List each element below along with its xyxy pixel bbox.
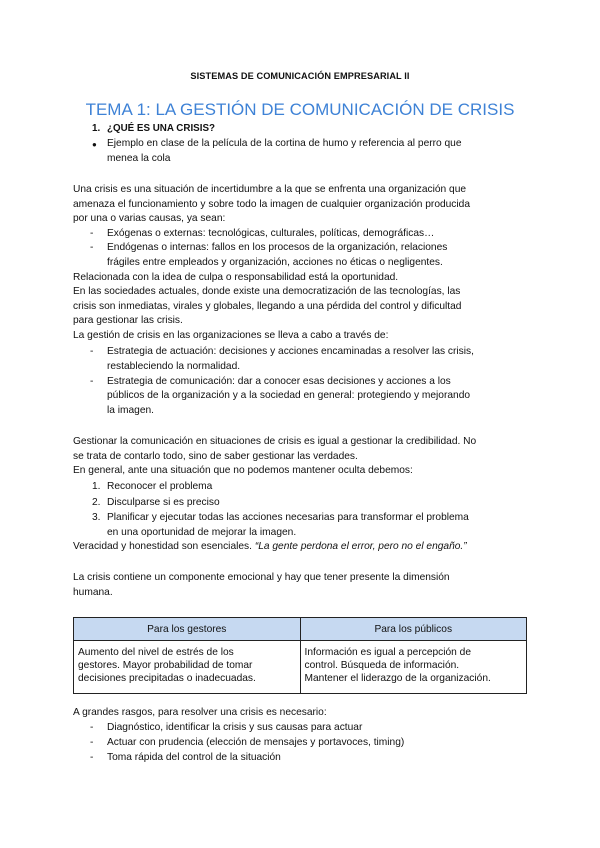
- dash-marker: -: [90, 737, 94, 748]
- course-header: SISTEMAS DE COMUNICACIÓN EMPRESARIAL II: [190, 71, 410, 81]
- paragraph-line: crisis son inmediatas, virales y globales, llegando a una pérdida del control y dificultad: [73, 300, 462, 312]
- list-item: Estrategia de comunicación: dar a conocer esas decisiones y acciones a los: [107, 375, 451, 387]
- cell-line: Mantener el liderazgo de la organización.: [304, 673, 491, 684]
- step-item-continuation: en una oportunidad de mejorar la imagen.: [107, 526, 297, 538]
- table-cell: [300, 641, 527, 694]
- step-item: Planificar y ejecutar todas las acciones necesarias para transformar el problema: [107, 512, 469, 523]
- paragraph-line: Relacionada con la idea de culpa o responsabilidad está la oportunidad.: [73, 271, 399, 283]
- step-item: Disculparse si es preciso: [107, 496, 220, 508]
- bullet-line: menea la cola: [107, 152, 171, 164]
- paragraph-line: humana.: [73, 586, 113, 598]
- paragraph-line: En las sociedades actuales, donde existe una democratización de las tecnologías, las: [73, 286, 461, 298]
- cell-line: decisiones precipitadas o inadecuadas.: [78, 673, 256, 684]
- honesty-line: [73, 540, 533, 555]
- cell-line: Información es igual a percepción de: [304, 647, 471, 658]
- paragraph-line: para gestionar las crisis.: [73, 315, 183, 327]
- paragraph-line: En general, ante una situación que no podemos mantener oculta debemos:: [73, 465, 413, 477]
- table-row: [74, 641, 527, 694]
- list-item-continuation: frágiles entre empleados y organización, acciones no éticas o negligentes.: [107, 257, 443, 268]
- dash-marker: -: [90, 722, 94, 733]
- honesty-quote: “La gente perdona el error, pero no el engaño.”: [254, 541, 467, 553]
- list-item: Diagnóstico, identificar la crisis y sus causas para actuar: [107, 722, 363, 733]
- list-item: Actuar con prudencia (elección de mensajes y portavoces, timing): [107, 737, 405, 748]
- cell-line: control. Búsqueda de información.: [304, 660, 460, 671]
- step-number: 3.: [92, 512, 101, 523]
- list-item: Estrategia de actuación: decisiones y acciones encaminadas a resolver las crisis,: [107, 346, 474, 357]
- cell-line: Aumento del nivel de estrés de los: [78, 647, 234, 658]
- paragraph-line: Gestionar la comunicación en situaciones de crisis es igual a gestionar la credibilidad. No: [73, 436, 477, 447]
- step-number: 1.: [92, 481, 101, 492]
- dash-marker: -: [90, 227, 94, 239]
- table-header: Para los gestores: [74, 618, 301, 641]
- paragraph-line: La crisis contiene un componente emocional y hay que tener presente la dimensión: [73, 572, 450, 583]
- list-item-continuation: la imagen.: [107, 404, 155, 416]
- section-number: 1.: [92, 123, 101, 134]
- step-item: Reconocer el problema: [107, 481, 213, 492]
- honesty-text: Veracidad y honestidad son esenciales.: [73, 541, 255, 553]
- dash-marker: -: [90, 752, 94, 763]
- comparison-table: [73, 617, 527, 694]
- paragraph-line: se trata de contarlo todo, sino de saber gestionar las verdades.: [73, 450, 358, 462]
- table-header: Para los públicos: [300, 618, 527, 641]
- step-number: 2.: [92, 496, 101, 508]
- bullet-line: Ejemplo en clase de la película de la cortina de humo y referencia al perro que: [107, 138, 462, 149]
- paragraph-line: Una crisis es una situación de incertidumbre a la que se enfrenta una organización que: [73, 184, 467, 195]
- bullet-icon: ●: [92, 140, 97, 149]
- list-item-continuation: públicos de la organización y a la sociedad en general: protegiendo y mejorando: [107, 390, 471, 402]
- list-item: Exógenas o externas: tecnológicas, culturales, políticas, demográficas…: [107, 227, 435, 239]
- dash-marker: -: [90, 346, 94, 357]
- paragraph-line: por una o varias causas, ya sean:: [73, 213, 226, 225]
- section-heading: ¿QUÉ ES UNA CRISIS?: [107, 123, 215, 134]
- dash-marker: -: [90, 375, 94, 387]
- dash-marker: -: [90, 242, 94, 254]
- table-cell: [74, 641, 301, 694]
- paragraph-line: A grandes rasgos, para resolver una crisis es necesario:: [73, 707, 327, 718]
- list-item: Endógenas o internas: fallos en los procesos de la organización, relaciones: [107, 242, 448, 254]
- paragraph-line: amenaza el funcionamiento y sobre todo la imagen de cualquier organización producida: [73, 198, 470, 210]
- list-item-continuation: restableciendo la normalidad.: [107, 360, 241, 372]
- list-item: Toma rápida del control de la situación: [107, 752, 281, 763]
- cell-line: gestores. Mayor probabilidad de tomar: [78, 660, 253, 671]
- page-title: TEMA 1: LA GESTIÓN DE COMUNICACIÓN DE CRISIS: [85, 100, 515, 119]
- paragraph-line: La gestión de crisis en las organizaciones se lleva a cabo a través de:: [73, 330, 389, 341]
